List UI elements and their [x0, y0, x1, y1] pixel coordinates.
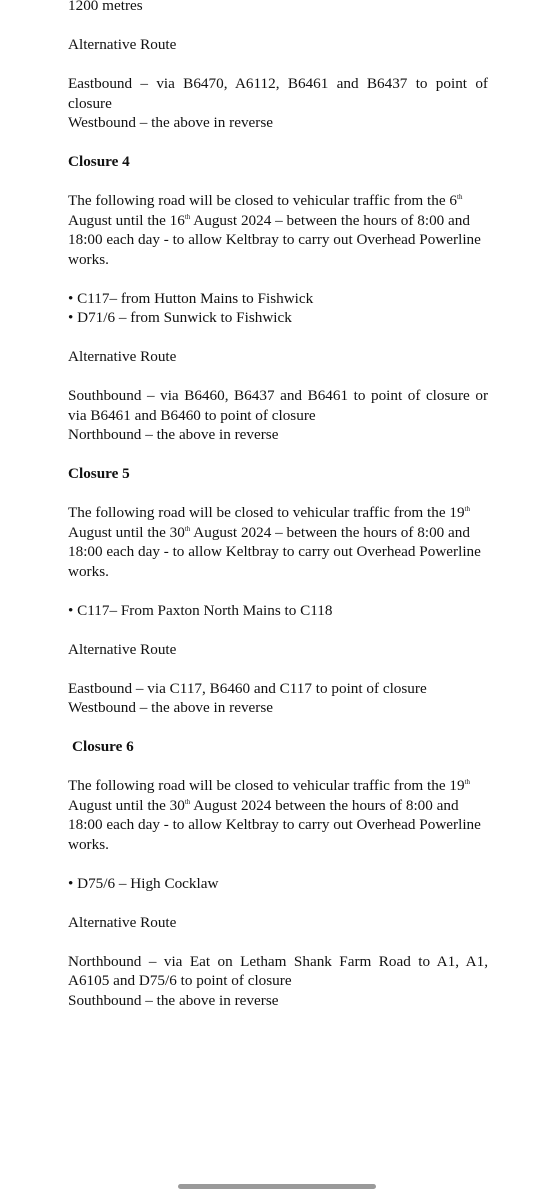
- closure-5-description: The following road will be closed to vehicular traffic from the 19th August until the 30th August 2024 – between the hours of 8:00 and 18:00 each day - to allow Keltbray to carry out Overhead Powerline works.: [68, 504, 481, 580]
- closure-4-description: The following road will be closed to vehicular traffic from the 6th August until the 16th August 2024 – between the hours of 8:00 and 18:00 each day - to allow Keltbray to carry out Overhead Powerline works.: [68, 192, 481, 268]
- closure-6-description: The following road will be closed to vehicular traffic from the 19th August until the 30th August 2024 between the hours of 8:00 and 18:00 each day - to allow Keltbray to carry out Overhead Powerline works.: [68, 777, 481, 853]
- closure-5-alternative-route-heading: Alternative Route: [68, 640, 177, 658]
- closure-4-northbound: Northbound – the above in reverse: [68, 426, 279, 443]
- closure-5-heading: Closure 5: [68, 465, 130, 482]
- closure-4-heading: Closure 4: [68, 153, 130, 170]
- closure-6-northbound: Northbound – via Eat on Letham Shank Farm Road to A1, A1, A6105 and D75/6 to point of closure: [68, 952, 488, 989]
- document-page[interactable]: [68, 0, 488, 1010]
- eastbound-route: Eastbound – via B6470, A6112, B6461 and B6437 to point of closure: [68, 75, 488, 112]
- closure-4-road-2: • D71/6 – from Sunwick to Fishwick: [68, 309, 292, 326]
- closure-6-southbound: Southbound – the above in reverse: [68, 991, 279, 1009]
- closure-5-westbound: Westbound – the above in reverse: [68, 699, 274, 716]
- closure-6-heading: Closure 6: [72, 738, 134, 755]
- closure-6-road-1: • D75/6 – High Cocklaw: [68, 874, 219, 892]
- alternative-route-heading: Alternative Route: [68, 36, 177, 53]
- closure-5-eastbound: Eastbound – via C117, B6460 and C117 to point of closure: [68, 679, 427, 697]
- closure-4-road-1: • C117– from Hutton Mains to Fishwick: [68, 289, 314, 307]
- closure-6-alternative-route-heading: Alternative Route: [68, 913, 177, 931]
- closure-4-southbound: Southbound – via B6460, B6437 and B6461 to point of closure or via B6461 and B6460 to point of closure: [68, 387, 488, 424]
- continuation-text: 1200 metres: [68, 0, 143, 14]
- closure-5-road-1: • C117– From Paxton North Mains to C118: [68, 601, 333, 619]
- cut-off-line: [68, 0, 435, 2]
- westbound-route: Westbound – the above in reverse: [68, 114, 274, 131]
- closure-4-alternative-route-heading: Alternative Route: [68, 348, 177, 365]
- home-indicator[interactable]: [178, 1184, 376, 1189]
